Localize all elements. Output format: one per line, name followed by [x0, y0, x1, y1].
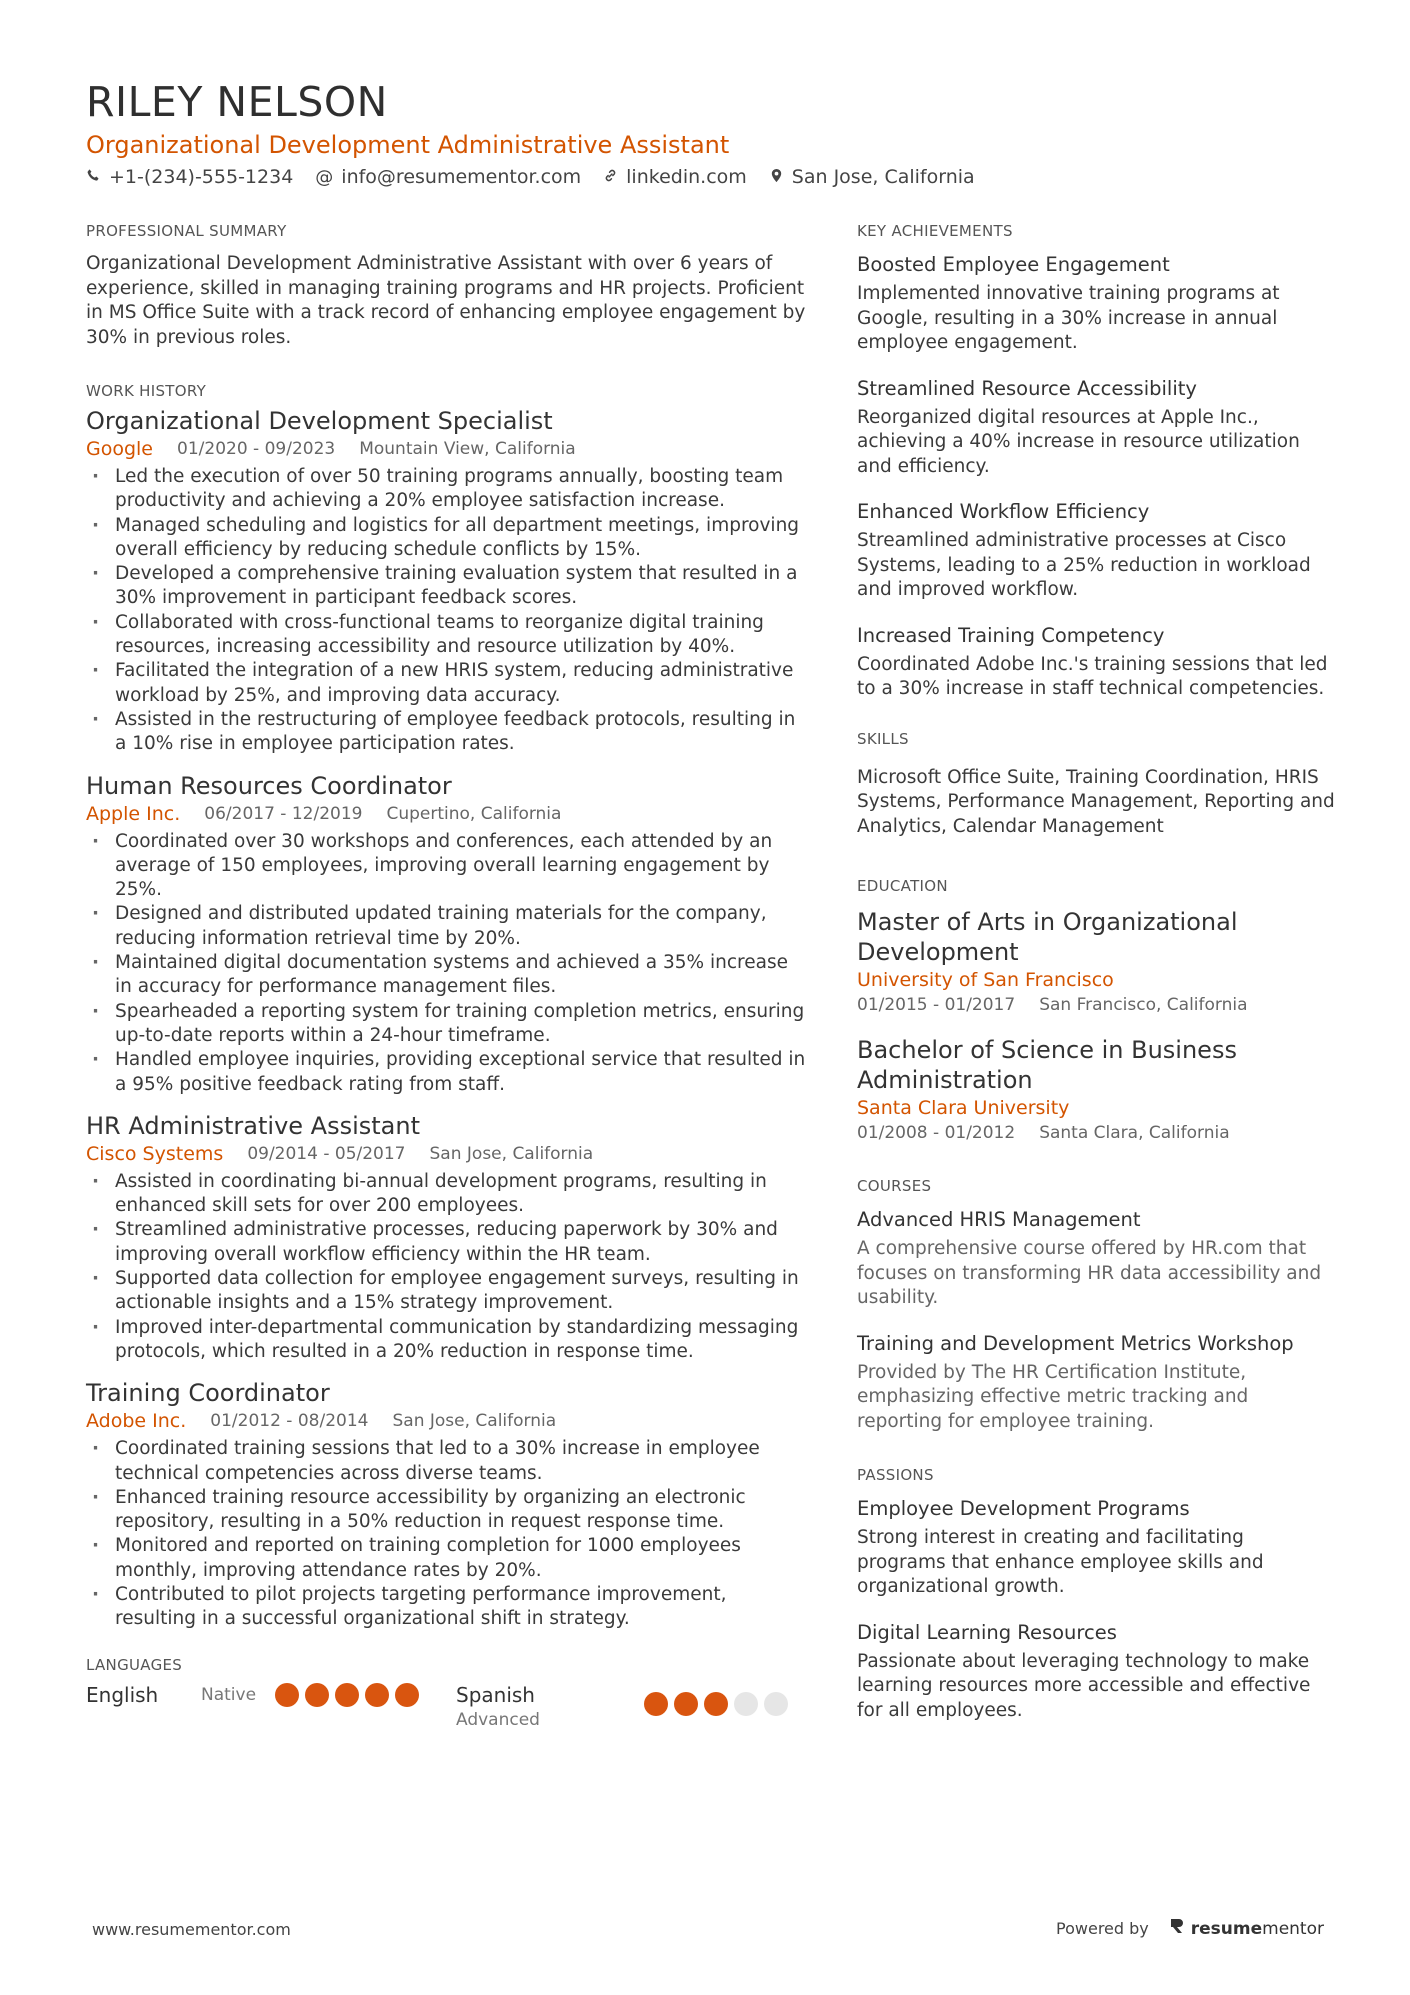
passion-title: Digital Learning Resources [857, 1620, 1117, 1644]
language-item [456, 1682, 791, 1732]
course-list [857, 1207, 1335, 1434]
education-dates: 01/2008 - 01/2012 [857, 1123, 1016, 1143]
education-degree: Master of Arts in Organizational Development [857, 908, 1238, 966]
achievement-title: Boosted Employee Engagement [857, 253, 1170, 276]
passion-item [857, 1496, 1335, 1600]
job-dates: 06/2017 - 12/2019 [204, 803, 363, 824]
skills-section [857, 728, 1335, 840]
section-title: LANGUAGES [86, 1655, 183, 1674]
contact-phone[interactable] [86, 166, 293, 188]
achievement-list [857, 252, 1335, 702]
rating-dot-filled [704, 1692, 728, 1716]
job-bullet: · Collaborated with cross-functional teams to reorganize digital training resources, increasing accessibility and resource utilization by 40%. [86, 611, 806, 660]
job-meta [86, 802, 806, 826]
job-bullet: · Improved inter-departmental communication by standardizing messaging protocols, which resulted in a 20% reduction in response time. [86, 1316, 806, 1365]
education-location: Santa Clara, California [1039, 1123, 1230, 1143]
job-location: San Jose, California [392, 1411, 557, 1432]
work-history-section [86, 380, 806, 1632]
section-title: WORK HISTORY [86, 382, 207, 400]
language-label [456, 1682, 644, 1732]
at-icon: @ [315, 166, 334, 188]
rating-dot-filled [674, 1692, 698, 1716]
education-degree: Bachelor of Science in Business Administration [857, 1036, 1237, 1094]
education-item [857, 1035, 1335, 1145]
contact-linkedin[interactable] [603, 166, 747, 188]
job-bullets [86, 465, 806, 757]
education-school: University of San Francisco [857, 969, 1114, 991]
job-dates: 01/2020 - 09/2023 [177, 439, 336, 459]
job-entry [86, 1378, 806, 1631]
passion-list [857, 1496, 1335, 1723]
candidate-name: RILEY NELSON [86, 78, 388, 126]
footer-powered-by [1056, 1917, 1324, 1940]
job-bullet: · Coordinated training sessions that led to a 30% increase in employee technical competencies across diverse teams. [86, 1437, 806, 1486]
course-desc: Provided by The HR Certification Institute, emphasizing effective metric tracking and reporting for employee training. [857, 1361, 1249, 1432]
rating-dot-filled [275, 1683, 299, 1707]
rating-dot-filled [335, 1683, 359, 1707]
brand-light: mentor [1262, 1918, 1324, 1939]
achievement-item [857, 376, 1335, 480]
language-level: Advanced [456, 1709, 540, 1730]
job-bullet: · Facilitated the integration of a new HRIS system, reducing administrative workload by 25%, and improving data accuracy. [86, 659, 806, 708]
education-item [857, 907, 1335, 1017]
job-dates: 01/2012 - 08/2014 [210, 1411, 369, 1432]
job-bullets [86, 830, 806, 1097]
language-level: Native [201, 1684, 257, 1705]
job-bullet: · Coordinated over 30 workshops and conferences, each attended by an average of 150 employees, improving overall learning engagement by 25%. [86, 830, 806, 903]
job-title: Training Coordinator [86, 1379, 330, 1408]
job-location: San Jose, California [429, 1143, 594, 1164]
achievement-item [857, 499, 1335, 603]
job-bullet: · Monitored and reported on training completion for 1000 employees monthly, improving attendance rates by 20%. [86, 1534, 806, 1583]
job-location: Cupertino, California [386, 803, 562, 824]
language-name: English [86, 1682, 159, 1707]
location-text: San Jose, California [791, 166, 975, 188]
achievement-item [857, 623, 1335, 702]
section-title: EDUCATION [857, 877, 948, 895]
right-column [857, 220, 1335, 1753]
section-title: SKILLS [857, 729, 909, 748]
job-bullet: · Managed scheduling and logistics for all department meetings, improving overall efficiency by reducing schedule conflicts by 15%. [86, 514, 806, 563]
course-item [857, 1207, 1335, 1311]
job-company: Adobe Inc. [86, 1410, 187, 1433]
education-meta [857, 1121, 1335, 1145]
candidate-role: Organizational Development Administrative Assistant [86, 131, 730, 159]
powered-by-label: Powered by [1056, 1919, 1149, 1938]
rating-dot-filled [365, 1683, 389, 1707]
rating-dot-empty [764, 1692, 788, 1716]
rating-dot-filled [644, 1692, 668, 1716]
education-meta [857, 993, 1335, 1017]
summary-text: Organizational Development Administrative Assistant with over 6 years of experience, skilled in managing training programs and HR projects. Proficient in MS Office Suite with a track record of enhancing employee engagement by 30% in previous roles. [86, 253, 806, 348]
job-bullet: · Assisted in coordinating bi-annual development programs, resulting in enhanced skill sets for over 200 employees. [86, 1170, 806, 1219]
passion-title: Employee Development Programs [857, 1497, 1190, 1520]
course-title: Training and Development Metrics Workshop [857, 1331, 1294, 1355]
phone-icon [86, 166, 101, 188]
resume-header [86, 76, 1326, 188]
education-school: Santa Clara University [857, 1097, 1070, 1119]
language-rating [644, 1692, 788, 1716]
achievement-title: Streamlined Resource Accessibility [857, 376, 1197, 400]
achievement-title: Enhanced Workflow Efficiency [857, 500, 1150, 523]
job-dates: 09/2014 - 05/2017 [247, 1143, 406, 1164]
language-item [86, 1682, 456, 1708]
email-text: info@resumementor.com [341, 166, 582, 188]
section-title: PASSIONS [857, 1466, 934, 1484]
contact-location [769, 166, 975, 188]
contact-email[interactable] [315, 166, 581, 188]
rating-dot-empty [734, 1692, 758, 1716]
passion-item [857, 1620, 1335, 1724]
job-company: Google [86, 438, 154, 460]
job-bullet: · Maintained digital documentation systems and achieved a 35% increase in accuracy for performance management files. [86, 951, 806, 1000]
job-list [86, 406, 806, 1632]
left-column [86, 220, 806, 1762]
job-location: Mountain View, California [359, 439, 576, 459]
job-bullet: · Assisted in the restructuring of employee feedback protocols, resulting in a 10% rise in employee participation rates. [86, 708, 806, 757]
location-pin-icon [769, 166, 784, 188]
job-bullet: · Supported data collection for employee engagement surveys, resulting in actionable insights and a 15% strategy improvement. [86, 1267, 806, 1316]
language-rating [275, 1683, 419, 1707]
job-entry [86, 406, 806, 757]
language-name: Spanish [456, 1682, 535, 1707]
brand-logo[interactable] [1169, 1917, 1324, 1940]
achievement-desc: Implemented innovative training programs at Google, resulting in a 30% increase in annual employee engagement. [857, 283, 1280, 353]
achievement-desc: Streamlined administrative processes at Cisco Systems, leading to a 25% reduction in workload and improved workflow. [857, 530, 1311, 600]
achievement-item [857, 252, 1335, 356]
job-bullet: · Led the execution of over 50 training programs annually, boosting team productivity and achieving a 20% employee satisfaction increase. [86, 465, 806, 514]
contact-bar [86, 166, 1326, 188]
education-location: San Francisco, California [1039, 995, 1248, 1015]
education-dates: 01/2015 - 01/2017 [857, 995, 1016, 1015]
passion-desc: Strong interest in creating and facilitating programs that enhance employee skills and organizational growth. [857, 1527, 1264, 1597]
education-section [857, 875, 1335, 1145]
key-achievements-section [857, 220, 1335, 702]
achievement-desc: Coordinated Adobe Inc.'s training sessions that led to a 30% increase in staff technical competencies. [857, 653, 1328, 699]
job-meta [86, 1142, 806, 1166]
section-title: COURSES [857, 1177, 932, 1195]
job-bullet: · Handled employee inquiries, providing exceptional service that resulted in a 95% positive feedback rating from staff. [86, 1048, 806, 1097]
section-title: PROFESSIONAL SUMMARY [86, 222, 287, 240]
job-title: Human Resources Coordinator [86, 771, 452, 800]
job-entry [86, 771, 806, 1097]
job-meta [86, 437, 806, 461]
job-bullets [86, 1437, 806, 1631]
passion-desc: Passionate about leveraging technology to make learning resources more accessible and effective for all employees. [857, 1650, 1311, 1721]
job-title: HR Administrative Assistant [86, 1111, 421, 1140]
job-bullet: · Contributed to pilot projects targeting performance improvement, resulting in a successful organizational shift in strategy. [86, 1583, 806, 1632]
course-title: Advanced HRIS Management [857, 1208, 1141, 1231]
job-company: Apple Inc. [86, 802, 181, 825]
phone-text: +1-(234)-555-1234 [109, 166, 294, 188]
education-list [857, 907, 1335, 1145]
brand-mark-icon [1169, 1917, 1185, 1940]
achievement-desc: Reorganized digital resources at Apple Inc., achieving a 40% increase in resource utilization and efficiency. [857, 406, 1300, 477]
course-item [857, 1331, 1335, 1435]
brand-bold: resume [1190, 1918, 1263, 1939]
job-bullet: · Enhanced training resource accessibility by organizing an electronic repository, resulting in a 50% reduction in request response time. [86, 1486, 806, 1535]
job-company: Cisco Systems [86, 1142, 224, 1165]
job-entry [86, 1111, 806, 1364]
footer-website[interactable]: www.resumementor.com [92, 1920, 291, 1939]
courses-section [857, 1175, 1335, 1434]
passions-section [857, 1464, 1335, 1723]
achievement-title: Increased Training Competency [857, 623, 1165, 647]
link-icon [603, 166, 618, 188]
job-meta [86, 1409, 806, 1433]
professional-summary-section [86, 220, 806, 350]
skills-text: Microsoft Office Suite, Training Coordination, HRIS Systems, Performance Management, Reporting and Analytics, Calendar Management [857, 766, 1335, 837]
job-bullet: · Developed a comprehensive training evaluation system that resulted in a 30% improvement in participant feedback scores. [86, 562, 806, 611]
job-bullets [86, 1170, 806, 1364]
rating-dot-filled [305, 1683, 329, 1707]
job-bullet: · Spearheaded a reporting system for training completion metrics, ensuring up-to-date reports within a 24-hour timeframe. [86, 1000, 806, 1049]
section-title: KEY ACHIEVEMENTS [857, 222, 1013, 240]
job-bullet: · Designed and distributed updated training materials for the company, reducing information retrieval time by 20%. [86, 902, 806, 951]
course-desc: A comprehensive course offered by HR.com that focuses on transforming HR data accessibility and usability. [857, 1238, 1322, 1308]
rating-dot-filled [395, 1683, 419, 1707]
language-list [86, 1682, 806, 1732]
job-title: Organizational Development Specialist [86, 407, 553, 435]
linkedin-text: linkedin.com [626, 166, 747, 188]
job-bullet: · Streamlined administrative processes, reducing paperwork by 30% and improving overall workflow efficiency within the HR team. [86, 1218, 806, 1267]
languages-section [86, 1654, 806, 1732]
